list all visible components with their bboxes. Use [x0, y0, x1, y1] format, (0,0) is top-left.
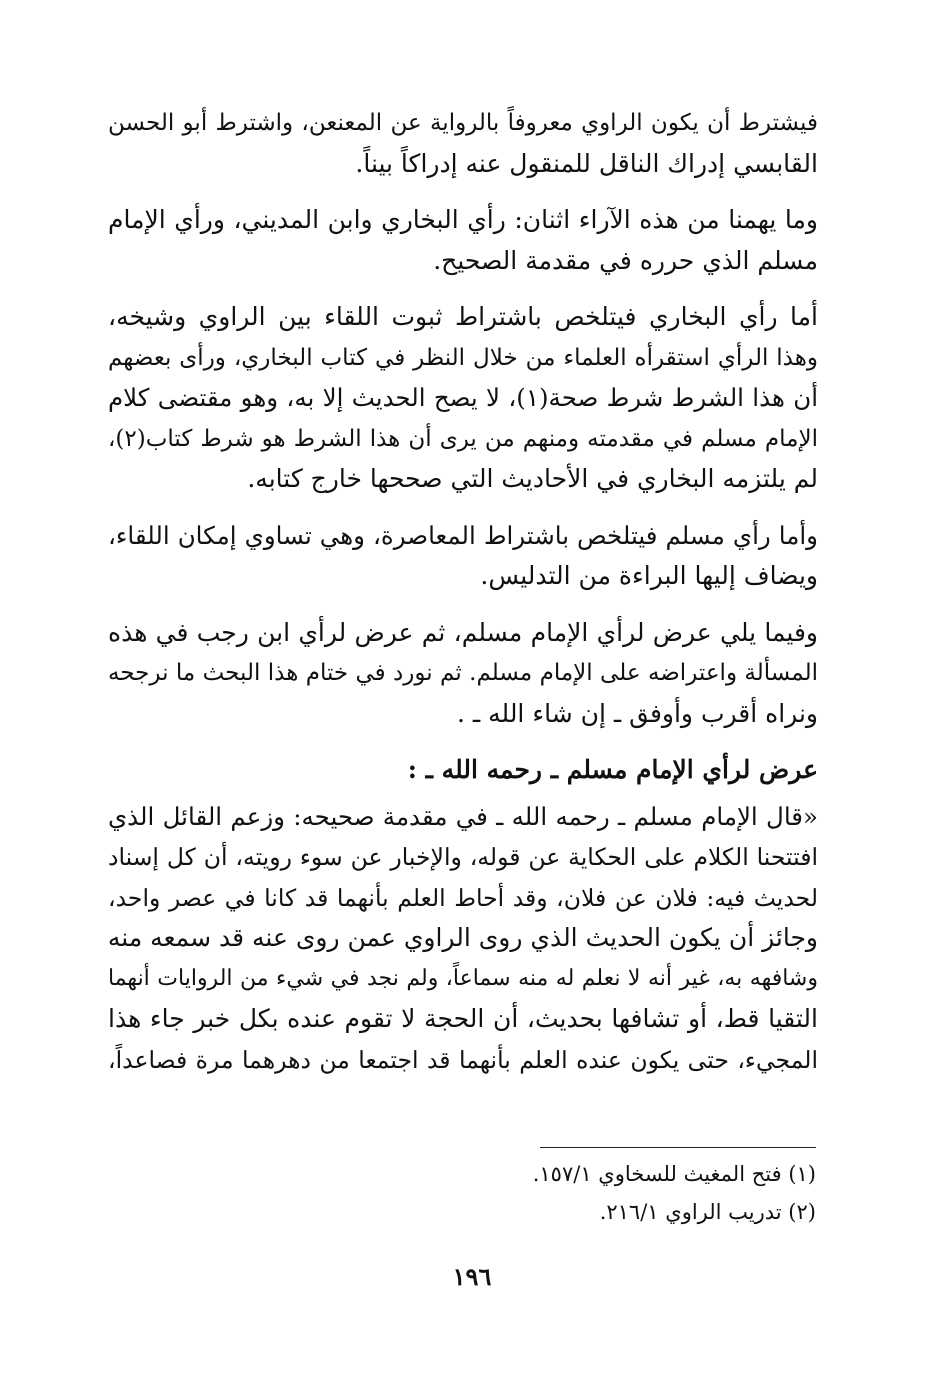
text-line: القابسي إدراك الناقل للمنقول عنه إدراكاً بيناً. [355, 148, 818, 178]
paragraph-1 [108, 103, 818, 184]
text-line: المجيء، حتى يكون عنده العلم بأنهما قد اجتمعا من دهرهما مرة فصاعداً، [108, 1045, 818, 1074]
quote-paragraph [108, 797, 818, 1081]
paragraph-5 [108, 613, 818, 735]
text-line: الإمام مسلم في مقدمته ومنهم من يرى أن هذا الشرط هو شرط كتاب(٢)، [108, 425, 818, 452]
text-line: افتتحنا الكلام على الحكاية عن قوله، والإخبار عن سوء رويته، أن كل إسناد [108, 843, 818, 871]
footnote-divider [540, 1147, 816, 1148]
text-line: المسألة واعتراضه على الإمام مسلم. ثم نورد في ختام هذا البحث ما نرجحه [108, 660, 818, 686]
text-line: أن هذا الشرط شرط صحة(١)، لا يصح الحديث إلا به، وهو مقتضى كلام [108, 383, 819, 412]
main-text [108, 103, 818, 1096]
text-line: وما يهمنا من هذه الآراء اثنان: رأي البخاري وابن المديني، ورأي الإمام [108, 205, 818, 234]
page-number: ١٩٦ [452, 1262, 492, 1291]
text-line: وأما رأي مسلم فيتلخص باشتراط المعاصرة، وهي تساوي إمكان اللقاء، [108, 520, 818, 550]
footnote-1: (١) فتح المغيث للسخاوي ١٥٧/١. [532, 1162, 816, 1186]
text-line: مسلم الذي حرره في مقدمة الصحيح. [433, 245, 818, 275]
paragraph-3 [108, 297, 818, 500]
section-heading: عرض لرأي الإمام مسلم ـ رحمه الله ـ : [407, 755, 818, 784]
text-line: وشافهه به، غير أنه لا نعلم له منه سماعاً، ولم نجد في شيء من الروايات أنهما [108, 965, 818, 991]
footnotes [420, 1155, 816, 1231]
text-line: أما رأي البخاري فيتلخص باشتراط ثبوت اللقاء بين الراوي وشيخه، [108, 302, 818, 331]
text-line: وجائز أن يكون الحديث الذي روى الراوي عمن روى عنه قد سمعه منه [107, 923, 818, 952]
text-line: التقيا قط، أو تشافها بحديث، أن الحجة لا تقوم عنده بكل خبر جاء هذا [108, 1004, 818, 1033]
text-line: وهذا الرأي استقرأه العلماء من خلال النظر في كتاب البخاري، ورأى بعضهم [108, 344, 818, 371]
text-line: «قال الإمام مسلم ـ رحمه الله ـ في مقدمة صحيحه: وزعم القائل الذي [108, 801, 818, 831]
text-line: ويضاف إليها البراءة من التدليس. [480, 561, 818, 590]
text-line: وفيما يلي عرض لرأي الإمام مسلم، ثم عرض لرأي ابن رجب في هذه [108, 617, 818, 647]
text-line: ونراه أقرب وأوفق ـ إن شاء الله ـ . [456, 698, 818, 728]
text-line: لحديث فيه: فلان عن فلان، وقد أحاط العلم بأنهما قد كانا في عصر واحد، [108, 883, 818, 912]
text-line: لم يلتزمه البخاري في الأحاديث التي صححها خارج كتابه. [247, 464, 818, 493]
paragraph-2 [108, 200, 818, 281]
text-line: فيشترط أن يكون الراوي معروفاً بالرواية عن المعنعن، واشترط أبو الحسن [108, 110, 818, 136]
paragraph-4 [108, 516, 818, 597]
footnote-2: (٢) تدريب الراوي ٢١٦/١. [599, 1200, 816, 1224]
